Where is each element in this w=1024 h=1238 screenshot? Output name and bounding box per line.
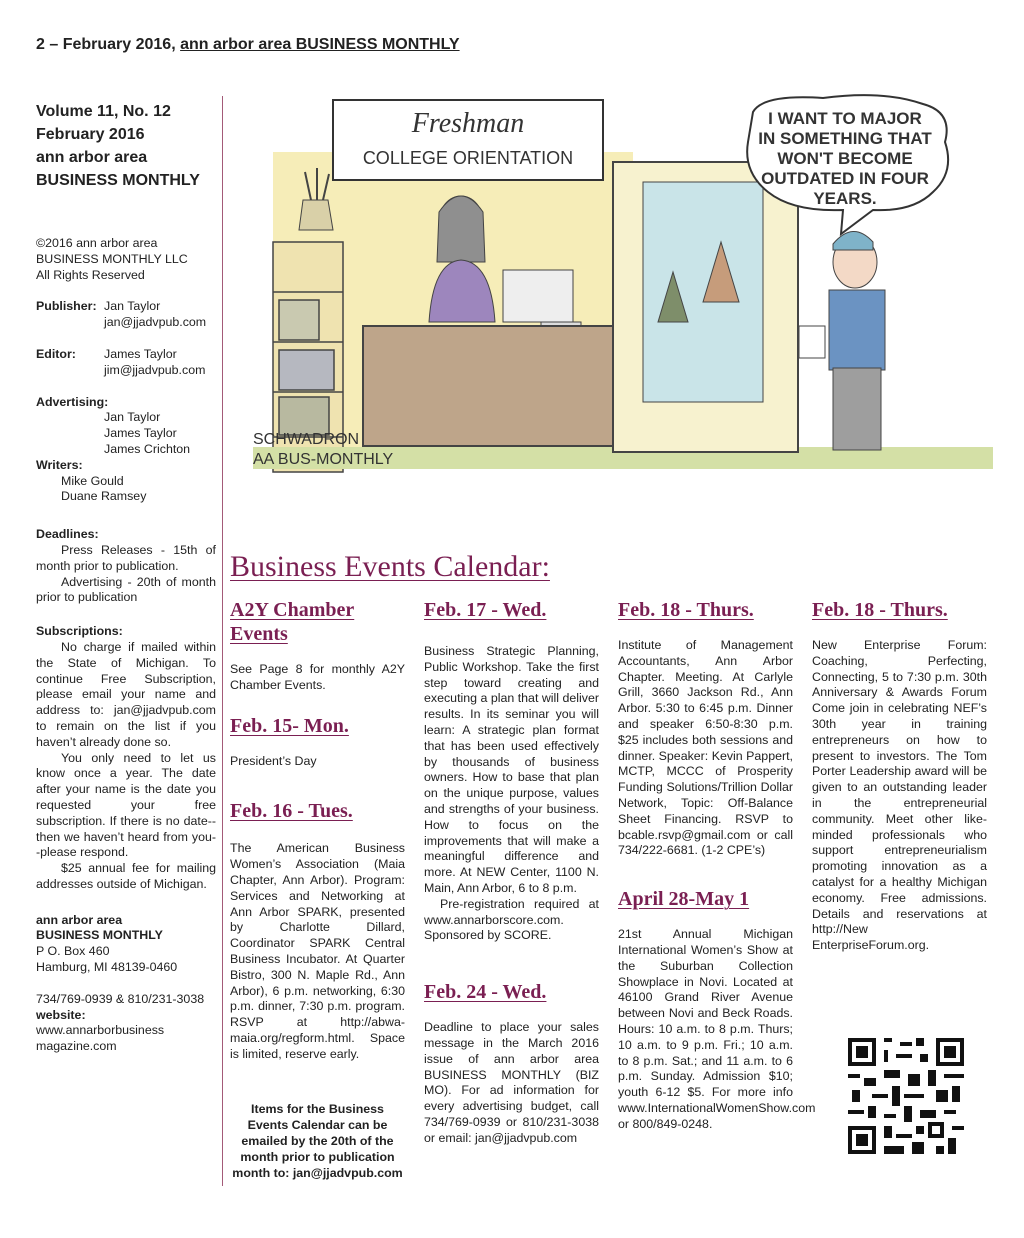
subscriptions-paragraph: $25 annual fee for mailing addresses outside of Michigan. [36, 861, 216, 891]
speech-line: IN SOMETHING THAT [758, 129, 932, 148]
address-line: BUSINESS MONTHLY [36, 928, 163, 943]
volume-line: Volume 11, No. 12 [36, 103, 171, 120]
volume-line: ann arbor area [36, 149, 148, 166]
subscriptions-paragraph: No charge if mailed within the State of Michigan. To continue Free Subscription, please email your name and address to: jan@jjadvpub.com to remain on the list if you haven’t already done so. [36, 639, 216, 749]
masthead-sidebar [36, 100, 216, 1055]
subscriptions-block [36, 624, 216, 893]
header-publication: ann arbor area BUSINESS MONTHLY [180, 36, 460, 53]
subscriptions-label: Subscriptions: [36, 624, 123, 639]
event-heading: A2Y Chamber Events [230, 599, 355, 645]
writer-name: Mike Gould [61, 473, 124, 488]
editor-email[interactable]: jim@jjadvpub.com [104, 362, 206, 377]
writer-name: Duane Ramsey [61, 489, 147, 504]
doorway [613, 162, 798, 452]
publisher-label: Publisher: [36, 299, 97, 314]
speech-line: YEARS. [813, 189, 877, 208]
orientation-sign [333, 100, 603, 180]
address-line: ann arbor area [36, 912, 123, 927]
copyright-block [36, 236, 216, 283]
address-line: P O. Box 460 [36, 944, 110, 959]
publisher-name: Jan Taylor [104, 299, 161, 314]
writers-block [36, 458, 216, 505]
event-heading: Feb. 18 - Thurs. [812, 599, 948, 621]
calendar-title: Business Events Calendar: [230, 550, 550, 583]
calendar-column-4 [812, 598, 987, 974]
reception-desk [363, 326, 623, 446]
speech-line: OUTDATED IN FOUR [761, 169, 929, 188]
event-heading: Feb. 18 - Thurs. [618, 599, 754, 621]
address-block [36, 913, 216, 976]
sign-line-2: COLLEGE ORIENTATION [362, 148, 574, 168]
qr-code-icon[interactable] [848, 1038, 964, 1154]
cartoon-illustration [233, 92, 1001, 492]
event-body: See Page 8 for monthly A2Y Chamber Events. [230, 662, 405, 692]
advertising-label: Advertising: [36, 394, 109, 409]
website-link[interactable]: www.annarborbusiness magazine.com [36, 1023, 165, 1054]
event-heading: Feb. 24 - Wed. [424, 981, 547, 1004]
event-body: Business Strategic Planning, Public Workshop. Take the first step toward creating and executing a plan that will deliver results. In its seminar you will learn: A strategic plan format that has been used effectively by thousands of business owners. How to base that plan on the unique purpose, values and strengths of your business. How to focus on the improvements that will make a meaningful difference and more. At NEW Center, 1100 N. Main, Ann Arbor, 6 to 8 p.m. [424, 644, 599, 895]
event-heading: Feb. 15- Mon. [230, 714, 349, 737]
speech-line: I WANT TO MAJOR [768, 109, 922, 128]
header-prefix: 2 – February 2016, [36, 36, 181, 53]
volume-line: February 2016 [36, 126, 145, 143]
deadlines-block [36, 527, 216, 606]
calendar-column-3 [618, 598, 816, 1153]
advertising-name: James Crichton [104, 441, 191, 456]
artist-signature-credit: AA BUS-MONTHLY [253, 451, 394, 468]
editor-block [36, 347, 216, 379]
event-body: The American Business Women’s Association (Maia Chapter, Ann Arbor). Program: Services and Networking at Ann Arbor SPARK, presented by Charlotte Dillard, Coordinator SPARK Central Business Incubator. At Quarter Bistro, 300 N. Maple Rd., Ann Arbor), 6 p.m. networking, 6:30 p.m. dinner, 7:30 p.m. program. RSVP at http://abwa-maia.org/regform.html. Space is limited, reserve early. [230, 841, 405, 1061]
sign-line-1: Freshman [411, 108, 525, 139]
calendar-column-1 [230, 598, 405, 1181]
event-heading: April 28-May 1 [618, 888, 750, 911]
event-heading: Feb. 16 - Tues. [230, 800, 353, 823]
address-line: Hamburg, MI 48139-0460 [36, 960, 178, 975]
event-body: New Enterprise Forum: Coaching, Perfecting, Connecting, 5 to 7:30 p.m. 30th Anniversary & Awards Forum Come join in celebrating NEF’s 30th year in training entrepreneurs on how to present to investors. The Tom Porter Leadership award will be given to an outstanding leader in the entrepreneurial community. Meet other like-minded professionals who support entrepreneurialism promoting innovation as a catalyst for a healthy Michigan economy. Free admissions. Details and reservations at http://New EnterpriseForum.org. [812, 638, 987, 953]
editor-name: James Taylor [104, 346, 177, 361]
website-label: website: [36, 1007, 86, 1022]
deadline-ads: Advertising - 20th of month prior to publication [36, 574, 216, 605]
event-body: 21st Annual Michigan International Women’s Show at the Suburban Collection Showplace in Novi. Located at 46100 Grand River Avenue between Novi and Beck Roads. Hours: 10 a.m. to 8 p.m. Thurs; 10 a.m. to 9 p.m. Fri.; 10 a.m. to 8 p.m. Sat.; and 11 a.m. to 6 p.m. Sunday. Admission $10; youth 6-12 $5. For more info www.InternationalWomenShow.com or 800/849-0248. [618, 927, 816, 1131]
subscriptions-paragraph: You only need to let us know once a year. The date after your name is the date you requested your free subscription. If there is no date--then we haven’t heard from you--please respond. [36, 750, 216, 860]
publisher-block [36, 299, 216, 331]
event-body: Pre-registration required at www.annarborscore.com. Sponsored by SCORE. [424, 896, 599, 943]
phone-numbers: 734/769-0939 & 810/231-3038 [36, 991, 205, 1006]
column-divider [222, 96, 223, 1186]
speech-line: WON'T BECOME [777, 149, 913, 168]
artist-signature: SCHWADRON [253, 431, 360, 448]
event-body: Institute of Management Accountants, Ann Arbor Chapter. Meeting. At Carlyle Grill, 3660 Jackson Rd., Ann Arbor. 5:30 to 6:45 p.m. Dinner and speaker 6:50-8:30 p.m. $25 includes both sessions and dinner. Speaker: Kevin Pappert, MCTP, MCCC of Prosperity Funding Solutions/Trillion Dollar Network, Topic: Off-Balance Sheet Financing. RSVP to bcable.rsvp@gmail.com or call 734/222-6681. (1-2 CPE’s) [618, 638, 793, 858]
volume-line: BUSINESS MONTHLY [36, 172, 200, 189]
deadline-press: Press Releases - 15th of month prior to publication. [36, 542, 216, 573]
advertising-name: Jan Taylor [104, 410, 161, 425]
advertising-block [36, 395, 216, 458]
copyright-line: BUSINESS MONTHLY LLC [36, 251, 188, 266]
advertising-name: James Taylor [104, 426, 177, 441]
event-body: Deadline to place your sales message in the March 2016 issue of ann arbor area BUSINESS MONTHLY (BIZ MO). For ad information for every advertising budget, call 734/769-0939 or 810/231-3038 or email: jan@jjadvpub.com [424, 1020, 599, 1145]
copyright-line: ©2016 ann arbor area [36, 236, 158, 250]
volume-block [36, 100, 216, 192]
deadlines-label: Deadlines: [36, 527, 99, 542]
editor-label: Editor: [36, 346, 76, 361]
calendar-submission-note: Items for the Business Events Calendar can be emailed by the 20th of the month prior to publication month to: jan@jjadvpub.com [232, 1101, 403, 1180]
event-body: President’s Day [230, 753, 317, 768]
copyright-line: All Rights Reserved [36, 267, 145, 282]
publisher-email[interactable]: jan@jjadvpub.com [104, 315, 207, 330]
page-header [36, 36, 460, 54]
calendar-column-2 [424, 598, 599, 1167]
writers-label: Writers: [36, 457, 83, 472]
event-heading: Feb. 17 - Wed. [424, 599, 547, 621]
